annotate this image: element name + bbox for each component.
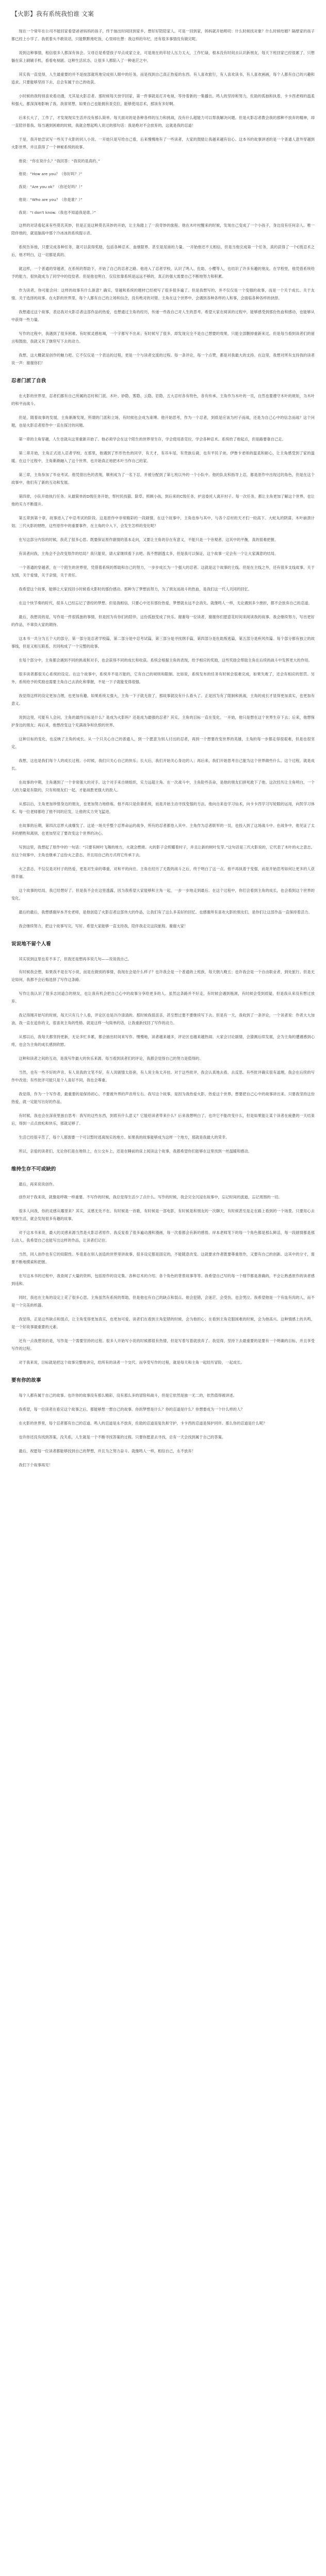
section-heading: 说说地不留个人看: [11, 941, 51, 947]
article-paragraph: 说到这里，可能有人会问，主角的最终目标是什么？是成为火影吗？还是成为最强的忍者？其实，主角的目标一直在变化。一开始，他只是想在这个世界生存下去；后来，他想保护身边的朋友；再后来，他想改变这个充满战争和仇恨的世界。: [11, 715, 315, 727]
article-paragraph: 我觉得，正是这些缺点和弱点，让主角变得更加真实，也更加可爱。读者们在看到主角犯错的时候，会为他担心；在看到主角克服困难的时候，会为他高兴。这种情感上的共鸣，是一个好故事最重要的元素。: [11, 1317, 315, 1329]
article-paragraph: 后来长大了，工作了，才发现现实生活并没有那么简单。每天面对的是各种各样的压力和挑战，没有什么超能力可以帮我解决问题。但是火影忍者教会我的那种不放弃的精神，却一直陪伴着我。每当遇到困难的时候，我就会想起鸣人说过的那句话：我是绝对不会放弃的，这就是我的忍道！: [11, 115, 315, 128]
article-paragraph: 当然，同人创作也有它的局限性。毕竟是在别人创造的世界里讲故事，很多设定都是固定的，不能随意改变。这就要求作者既要尊重原作，又要有自己的创新。这其中的分寸，需要不断地摸索和把握。: [11, 1252, 315, 1264]
section-heading: 维持生存不可或缺的: [11, 1166, 56, 1172]
article-paragraph: 从那以后，主角更加珍惜身边的朋友，也更加努力地修炼。他不再只是依靠系统，而是开始主动寻找变强的方法。他向自来也学习仙术，向卡卡西学习写轮眼的运用，向凯学习体术。每一位老师都给了他不同的启发，让他的实力突飞猛进。: [11, 802, 315, 814]
article-paragraph: 在故事的后期，第四次忍界大战爆发了。这是一场关乎整个忍界命运的战争，所有的忍者都卷入其中。主角作为忍者联军的一员，也投入到了这场战斗中。在战争中，他见证了太多的牺牲和离别，也更加坚定了要改变这个世界的决心。: [11, 823, 315, 836]
article-paragraph: 我希望这个故事，能够让大家找回小时候看火影时的那份感动。那种为了梦想而努力，为了朋友而战斗的热血，是我们这一代人共同的回忆。: [19, 587, 252, 591]
article-paragraph: 这种和读者之间的互动，是我写作最大的快乐来源。每当看到读者们的评论，我都会觉得自己的努力是值得的。: [19, 1056, 203, 1061]
article-paragraph: 他说：“你在说什么？”我回答：“我说的是真的。”: [19, 159, 100, 163]
article-paragraph: 在火影的世界里，忍者们都有自己所属的忍村和门派。木叶、砂隐、雾隐、云隐、岩隐，五大忍村各有特色，各有传承。主角作为木叶的一员，自然也要遵守木叶的规矩，为木叶的和平而战斗。: [11, 394, 315, 406]
article-paragraph: 生活已经很辛苦了，每个人都需要一个可以暂时逃离现实的地方。如果我的故事能够成为这样一个地方，那就是我最大的荣幸。: [19, 1135, 230, 1140]
article-paragraph: 这本书一共分为五个大的部分，第一部分是忍者学校篇，第二部分是中忍考试篇，第三部分是寻找纲手篇，第四部分是佐助叛逃篇，第五部分是疾风传篇。每个部分都有独立的故事线，但是又相互联系，共同构成了一个完整的故事。: [11, 636, 315, 649]
article-paragraph: 我们下个故事再见！: [19, 1463, 53, 1467]
article-paragraph: 第二章开始，主角正式进入忍者学校。在那里，他遇到了形形色色的同学，有天才，有吊车尾，有贵族后裔，也有平民子弟。伊鲁卡老师的温柔和耐心，让主角感受到了家的温暖。在这个过程中，主角渐渐融入了这个世界，也开始真正地把木叶当作自己的家。: [11, 451, 315, 463]
article-paragraph: 当然，也有一些不好的声音。有人说我的文笔不好，有人说剧情太俗套，有人说主角太开挂。对于这些批评，我会认真地去看，去反思。有些批评确实很有道理，我会在后续的写作中改进；有些批评可能只是个人喜好不同，我也会尊重。: [11, 1070, 315, 1082]
article-paragraph: 第五章到第十章，故事进入了中忍考试的阶段。这是原作中非常精彩的一段剧情，在这个故事中，主角也参与其中，与各个忍村的天才们一较高下。大蛇丸的阴谋、木叶崩溃计划、三代火影的牺牲，这些原作中的重要事件，在主角的介入下，会发生怎样的变化呢？: [11, 516, 315, 528]
article-paragraph: 创作对于我来说，就像是呼吸一样重要。不写作的时候，我总觉得生活少了点什么。写作的时候，我会完全沉浸在故事中，忘记时间的流逝，忘记周围的一切。: [19, 1195, 282, 1199]
article-paragraph: 在这个快节奏的时代，很多人已经忘记了曾经的梦想。但是我相信，只要心中还有那份热爱，梦想就永远不会消失。就像鸣人一样，无论遇到多少挫折，都不会放弃自己的忍道。: [19, 601, 312, 605]
article-paragraph: 我想，这大概就是创作的魅力吧。它不仅仅是一个表达的过程，更是一个与读者交流的过程。每一条评论，每一个点赞，都是对我最大的支持。在这里，我想对所有支持我的读者说一声：谢谢你们！: [11, 353, 315, 365]
article-paragraph: 小时候的我特别喜欢看动漫，尤其是火影忍者。那时候每天放学回家，第一件事就是打开电视，等待着新的一集播出。鸣人的坚持和努力，佐助的孤独和执着，卡卡西老师的温柔和强大，都深深地影响了我。我常常想，如果自己也能拥有查克拉，能够使用忍术，那该有多好啊。: [11, 94, 315, 106]
article-paragraph: 第四章，小队开始执行任务。从最简单的D级任务开始，帮村民找猫、除草、照顾小孩，到后来的C级任务，护送委托人离开村子。每一次任务，都让主角更加了解这个世界，也让他的实力不断提升。: [11, 494, 315, 506]
article-paragraph: 也许你还没有找到答案，没关系，人生就是一个不断寻找答案的过程。只要你愿意去寻找，总有一天会找到属于自己的答案。: [19, 1435, 226, 1439]
article-paragraph: 在故事的中期，主角遇到了一个非常强大的对手。这个对手来自晓组织，实力远超主角。在一次战斗中，主角险些丧命，是他的朋友们拼死救下了他。这次经历让主角明白，一个人的力量是有限的，只有和朋友们一起，才能战胜更强大的敌人。: [11, 780, 315, 792]
article-paragraph: 写到这里，我想起了原作中的一句话：“只要有树叶飞舞的地方，火就会燃烧。火的影子会照耀着村子，并且让新的树叶发芽。”这句话是三代火影说的，它代表了木叶的火之意志。在这个故事中，主角也继承了这份火之意志，并且用自己的方式将它传承下去。: [11, 845, 315, 857]
article-paragraph: 最后，祝愿每一位读者都能够找到自己的梦想，并且为之努力奋斗。就像鸣人一样，相信自己，永不放弃！: [19, 1449, 195, 1453]
article-paragraph: 有时候，我也会在深夜里独自思考：我写的这些东西，到底有什么意义？它能给读者带来什么？后来我想明白了，也许它不能改变什么，但是如果能让某个读者在疲惫的一天结束后，得到一点点放松和快乐，那就足够了。: [11, 1113, 315, 1126]
article-paragraph: 我想通过这个故事，表达我对火影忍者这部作品的热爱，也想通过主角的经历，传递一些我自己对人生的思考。希望大家在阅读的过程中，能够感受到那份热血和感动，也能够从中获得一些力量。: [11, 310, 315, 322]
article-paragraph: 还有一点我想说的是，写作是一个需要坚持的过程。很多人开始写小说的时候都很有热情，但是写着写着就放弃了。我觉得，坚持下去最重要的是要有一个明确的目标，并且享受写作的过程。: [11, 1338, 315, 1351]
article-paragraph: 有读者问我，主角会不会改变原作的结局？我只能说，请大家继续看下去吧。我不想剧透太多，但是我可以保证，这个故事一定会有一个让大家满意的结局。: [19, 551, 279, 556]
article-paragraph: 我觉得这样的设定更加合理，也更加有趣。如果系统太强大，主角一下子就无敌了，那故事就没有什么看头了。正是因为有了限制和挑战，主角的成长才显得更加真实，也更加有意义。: [11, 693, 315, 706]
article-paragraph: 在每个部分中，主角都会遇到不同的挑战和对手，也会获得不同的成长和收获。系统会根据主角的表现，给予相应的奖励，这些奖励会帮助主角在后续的战斗中发挥更大的作用。: [19, 658, 312, 663]
article-paragraph: 其实说到这里也差不多了，但我还是想再多说几句——说说我自己。: [19, 957, 132, 961]
article-paragraph: 我记得刚开始写的时候，每天只有几个人看，评论区也是冷冷清清的。那时候我很沮丧，甚至想过要不要继续写下去。但是有一天，我收到了一条评论，一个读者说：作者大大加油，我一直在追你的文，很喜欢主角的性格。就是这样一句简单的话，让我重新找回了写作的动力。: [11, 1013, 315, 1025]
article-paragraph: 我说：“Are you ok？（你还好吗？）”: [19, 184, 83, 189]
article-paragraph: 对于我来说，目标就是把这个故事完整地讲完，给所有的读者一个交代。而享受写作的过程，就是每天和主角一起经历冒险，一起成长。: [19, 1360, 244, 1365]
article-paragraph: 在火影的世界里，每个忍者都有自己的忍道。鸣人的忍道是永不放弃，佐助的忍道是复仇和守护，卡卡西的忍道是保护同伴。那么你的忍道是什么呢？: [19, 1421, 267, 1426]
article-paragraph: 这样的对话看起来有些莫名其妙，但是正是这种莫名其妙的开始，让主角踏上了一段奇妙的旅程。他在木叶村醒来的时候，发现自己变成了一个小孩子，身边没有任何亲人。唯一陪伴他的，就是脑海中那个冷冰冰的系统提示音。: [11, 223, 315, 235]
article-paragraph: 一个普通的穿越者，在一个陌生的世界里，凭借着系统的帮助和自己的努力，一步步成长为一个强大的忍者。这就是这个故事的主线。但是在主线之外，还有很多支线故事，关于友情，关于爱情，关于亲情，关于责任。: [11, 565, 315, 578]
article-paragraph: 其实我一直觉得，人生最重要的并不是按部就班地完成别人眼中的任务，而是找到自己真正热爱的东西。有人喜欢旅行，有人喜欢读书，有人喜欢画画，每个人都有自己的兴趣和追求。只要能够坚持下去，总会有属于自己的收获。: [11, 72, 315, 84]
article-paragraph: 现在一个常年在公司不能回家看望爸爸妈妈的孩子，终于抽出时间回到家乡，想好好陪陪家人。可是一回到家，妈妈就开始唠叨：什么时候找对象？什么时候结婚？隔壁家的孩子都已经上小学了。我低着头不敢说话，只能默默地吃饭，心里却在想：我这样的年纪，还有很多事情没有做完呢。: [11, 29, 315, 41]
article-paragraph: 作为读者，你可能会问：这样的故事有什么新意？确实，穿越和系统的题材已经被写了很多很多遍了。但是我想写的，并不仅仅是一个变强的故事，而是一个关于成长、关于友情、关于选择的故事。在火影的世界里，每个人都有自己的立场和信念，没有绝对的对错。主角在这个世界中，会遇到各种各样的人和事，会面临各种各样的抉择。: [11, 288, 315, 300]
article-paragraph: 所以，亲爱的读者们，无论你们是在地铁上，在公交车上，还是在睡前的床上阅读这个故事，我都希望你们能够在这里找到一丝温暖和感动。: [19, 1149, 252, 1154]
article-paragraph: 我会继续努力，把这个故事写完，写好。希望大家能够一直支持我，陪伴我走完这段旅程。谢谢大家！: [19, 924, 188, 928]
article-paragraph: 从那以后，我每天都坚持更新，无论多忙多累，都会抽出时间来写作。慢慢地，读者越来越多，评论区也越来越热闹。大家会讨论剧情，会猜测后续发展，会为主角的遭遇感到心疼，也会为主角的成长感到欣慰。: [11, 1035, 315, 1047]
article-paragraph: 第三章，主角参加了毕业考试。他凭借出色的表现，顺利成为了一名下忍，并被分配到了第七班以外的一个小队中。他的队友和指导上忍，都是原作中出现过的角色，但是在这个故事中，他们有了新的互动和发展。: [11, 472, 315, 485]
article-paragraph: 在写这本书的过程中，我查阅了大量的资料，包括原作的设定集、各种忍术的介绍、各个角色的背景故事等等。我希望自己写的每一个细节都是准确的，不会让熟悉原作的读者感到违和。: [11, 1274, 315, 1286]
section-heading: 忍者门派了自我: [11, 378, 46, 384]
article-paragraph: 同时，我也在主角的设定上花了很多心思。主角虽然有系统的帮助，但是他也有自己的缺点和弱点。他会犯错，会迷茫，会受伤，也会哭泣。我希望他是一个有血有肉的人，而不是一个完美的机器。: [11, 1295, 315, 1308]
article-paragraph: 就这样，一个普通的穿越者，在系统的帮助下，开始了自己的忍者之路。他进入了忍者学校，认识了鸣人、佐助、小樱等人，也结识了许多有趣的朋友。在学校里，他凭借系统给予的能力，很快就成为了同学中的佼佼者。但是他也明白，仅仅依靠系统是远远不够的，真正的强大需要自己不断地努力和积累。: [11, 266, 315, 279]
article-paragraph: 但是，随着故事的发展，主角渐渐发现，所谓的门派和立场，有时候也会成为束缚。他开始思考，作为一个忍者，到底是应该为村子而战，还是为自己心中的信念而战？这个问题，也是火影忍者原作中一直在探讨的问题。: [11, 415, 315, 428]
article-paragraph: 有时候我会想，如果我不是在写小说，而是在做别的事情，我现在会是什么样子？也许我会是一个普通的上班族，每天朝九晚五；也许我会是一个自由职业者，到处旅行。但是无论如何，我都不会后悔选择了写作这条路。: [11, 970, 315, 982]
article-paragraph: 系统告诉他，只要完成各种任务，就可以获得奖励，包括各种忍术、血继限界、甚至是尾兽的力量。一开始他还不太相信，但是当他完成第一个任务，真的获得了一个C级忍术之后，他才明白，这一切都是真的。: [11, 245, 315, 257]
article-paragraph: 他说：“How are you？（你好吗？）”: [19, 172, 83, 176]
article-title: 【火影】我有系统我怕谁 文案: [11, 10, 94, 18]
article-paragraph: 最后，再来说说创作。: [19, 1182, 57, 1187]
section-heading: 要有你的故事: [11, 1378, 41, 1383]
article-paragraph: 最后的最后，我想感谢岸本齐史老师，是他创造了火影忍者这部伟大的作品，让我们有了这么多美好的回忆。也感谢所有喜欢火影的朋友们，是你们让这部作品一直保持着活力。: [19, 910, 312, 914]
article-paragraph: 说到这种事情，相信很多人都深有体会。父母总是希望孩子早点成家立业，可是现在的年轻人压力太大，工作忙碌，根本没有时间去认识新朋友。每天下班回家已经很累了，只想躺在床上刷刷手机，看看电视剧。这种生活状态，让很多人都陷入了一种迷茫之中。: [11, 50, 315, 63]
article-paragraph: 我想，这也是我们每个人的成长过程。小时候，我们只关心自己的快乐；长大后，我们开始关心身边的人；再后来，我们开始思考自己能为这个世界做些什么。这个过程，就是成长。: [11, 758, 315, 771]
article-paragraph: 在写这部分内容的时候，我花了很多心思。既要保证原作剧情的基本走向，又要让主角的存在有意义，不能只是一个旁观者。这其中的平衡，真的很难把握。: [19, 537, 279, 542]
article-paragraph: 这种目标的变化，也反映了主角的成长。从一个只关心自己的普通人，到一个愿意为别人付出的忍者，再到一个想要改变世界的英雄，主角的每一步都走得很艰难，但是也很坚定。: [11, 737, 315, 749]
article-header: [11, 9, 315, 18]
article-paragraph: 这个故事的结局，我已经想好了。但是我不会在这里透露，因为我希望大家能够和主角一起，一步一步地走到最后。在这个过程中，你们会看到主角的成长，也会看到这个世界的变化。: [11, 888, 315, 901]
article-paragraph: 对于这本书来说，最大的灵感来源当然是火影忍者原作。我反复看了很多遍动漫和漫画，每一次看都会有新的感悟。岸本老师笔下的每一个角色都是那么鲜活，每一段剧情都是那么动人。我希望自己也能写出这样的作品，让读者们记住。: [11, 1230, 315, 1243]
article-paragraph: 写作的过程中，我遇到了很多困难。有时候灵感枯竭，一个字都写不出来；有时候写了很多，却发现完全不是自己想要的效果，只能全部删掉重新来过。但是每当看到读者们的留言和鼓励，我就又有了继续写下去的动力。: [11, 331, 315, 344]
article-paragraph: 第一章的主角穿越，人生也就从这里重新开始了。他必须学会在这个陌生的世界里生存，学会使用查克拉，学会各种忍术。系统给了他起点，但是路要靠自己走。: [19, 437, 286, 442]
article-paragraph: 最后，我想说的是，写作是一件很孤独的事情，但是因为有你们的陪伴，这份孤独变成了快乐。谢谢每一位读者，谢谢你们愿意花时间来阅读我的故事。我会继续努力，写出更好的作品，不辜负大家的期待。: [11, 615, 315, 627]
article-body: [11, 27, 315, 1469]
article-paragraph: 我说：“I don't know.（我也不知道我是谁。）”: [19, 210, 96, 215]
article-paragraph: 很多读者都很关心系统的设定。在这个故事中，系统并不是万能的，它有自己的规则和限制。比如说，系统发布的任务有时候会很难完成，如果失败了，还会有相应的惩罚。另外，系统给予的奖励也需要主角自己去消化和掌握，不是一下子就能变得很强。: [11, 672, 315, 684]
article-paragraph: 他说：“Who are you？（你是谁？）”: [19, 197, 83, 202]
article-paragraph: 于是，我开始尝试写一些关于火影的同人小说。一开始只是写给自己看，后来慢慢地有了一些读者，大家的鼓励让我越来越有信心。这本书的故事讲述的是一个普通人意外穿越到火影世界，并且获得了一个神秘系统的故事。: [11, 137, 315, 149]
article-paragraph: 很多人问我，你的灵感从哪里来？其实，灵感无处不在。有时候是一首歌，有时候是一部电影，有时候是和朋友的一次聊天，有时候甚至是走在路上看到的一个场景。只要用心去观察生活，就会发现很多有趣的故事。: [11, 1209, 315, 1221]
article-paragraph: 每个人都有属于自己的故事。也许你的故事没有那么精彩，没有那么多的冒险和战斗，但是它依然是独一无二的，依然值得被讲述。: [19, 1393, 237, 1398]
article-paragraph: 我觉得，作为一个写作者，最重要的是保持初心，不要被外界的声音所左右。我写这个故事，是因为我热爱火影，热爱这个世界，想要把自己心中的故事讲出来。只要我坚持这份热爱，就一定能写出好的作品。: [11, 1092, 315, 1104]
article-paragraph: 我希望，每一位读者在看完这个故事之后，都能够想一想自己的故事。你的梦想是什么？你的忍道是什么？你想要成为一个什么样的人？: [19, 1407, 244, 1412]
article-paragraph: 写作让我认识了很多志同道合的朋友，也让我有机会把自己心中的故事分享给更多的人。虽然这条路并不好走，有时候会遇到瓶颈，有时候会受到质疑，但是我从来没有想过放弃。: [11, 991, 315, 1004]
article-paragraph: 火之意志，不仅仅是对村子的热爱，更是对生命的尊重，对和平的向往。主角在经历了无数的战斗之后，终于明白了这一点。他不再执着于变强，而是开始思考如何让更多的人获得幸福。: [11, 867, 315, 879]
